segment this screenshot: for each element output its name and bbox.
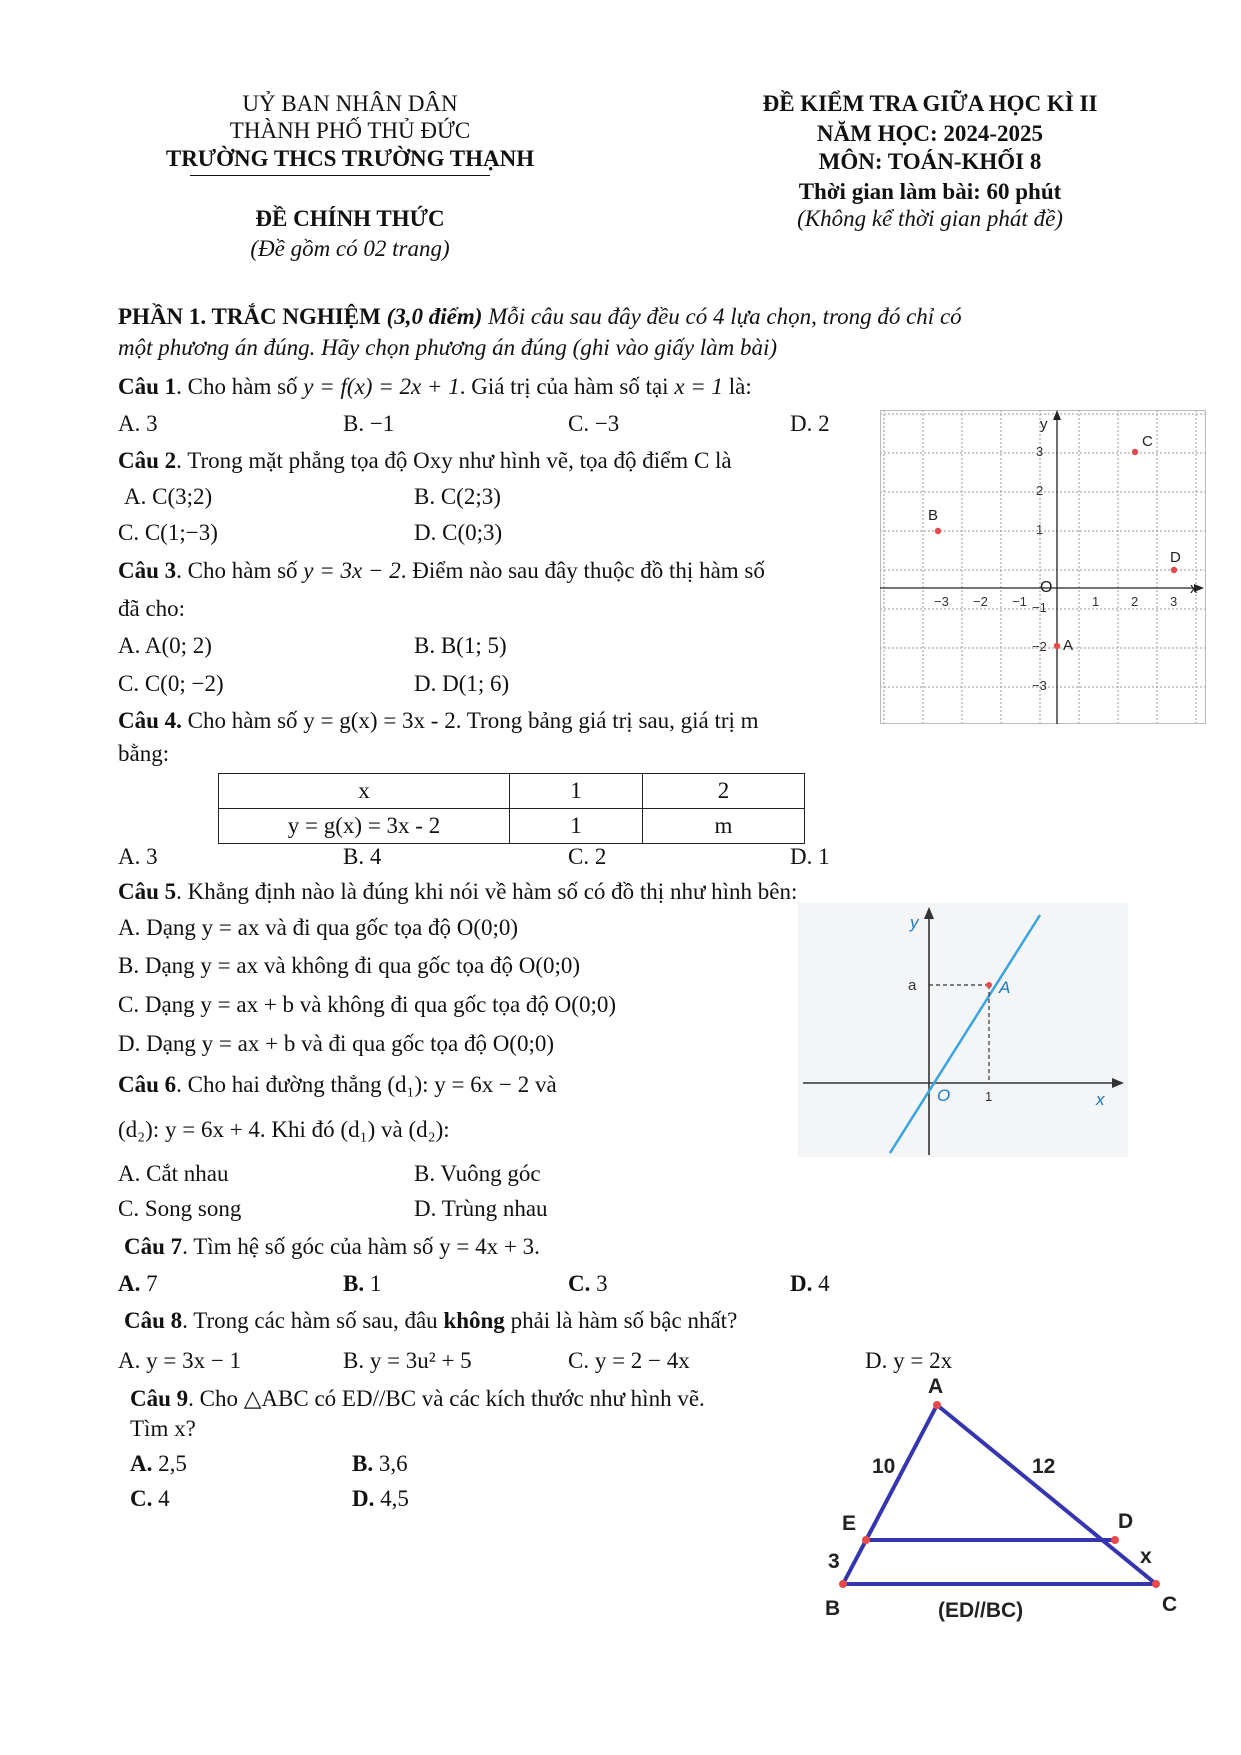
x-tick-label: 3 [1170, 594, 1178, 609]
q2-stem [118, 447, 732, 475]
q1-cond: x = 1 [674, 374, 724, 399]
q6-text-a: . Cho hai đường thẳng (d₁): y = 6x − 2 và [176, 1072, 557, 1097]
table-cell: x [219, 774, 510, 809]
vertex-c-label: C [1162, 1593, 1178, 1616]
q3-text-c: đã cho: [118, 596, 186, 621]
q4-text: Cho hàm số y = g(x) = 3x - 2. Trong bảng giá trị sau, giá trị m [181, 708, 759, 733]
q8-label: Câu 8 [124, 1308, 183, 1333]
x-tick-label: 2 [1131, 594, 1139, 609]
q2-option-a: A. C(3;2) [124, 484, 213, 509]
q8-option-d: D. y = 2x [865, 1348, 953, 1373]
option-value: 4,5 [374, 1486, 409, 1511]
table-cell: 1 [510, 809, 643, 844]
q4-option-a: A. 3 [118, 844, 158, 869]
q9-text-2: Tìm x? [130, 1416, 196, 1441]
vertex-c [1152, 1580, 1160, 1588]
x-tick-label: −3 [934, 594, 949, 609]
y-tick-label: −2 [1032, 639, 1047, 654]
point-d-label: D [1118, 1510, 1134, 1533]
option-key: A. [118, 1271, 141, 1296]
y-tick-label: 1 [1036, 522, 1044, 537]
q2-option-c: C. C(1;−3) [118, 520, 218, 545]
q1-option-d: D. 2 [790, 411, 830, 436]
y-axis-label: y [1040, 416, 1048, 433]
table-cell: y = g(x) = 3x - 2 [219, 809, 510, 844]
q1-text-b: . Giá trị của hàm số tại [459, 374, 675, 399]
point-c [1132, 449, 1138, 455]
q6-option-c: C. Song song [118, 1196, 242, 1221]
q9-option-c [130, 1485, 170, 1513]
q3-text-b: . Điểm nào sau đây thuộc đồ thị hàm số [400, 558, 765, 583]
q2-label: Câu 2 [118, 448, 177, 473]
x-tick-label: 1 [1092, 594, 1100, 609]
y-tick-label: −3 [1032, 678, 1047, 693]
header-authority: UỶ BAN NHÂN DÂN [242, 91, 458, 116]
y-axis-arrow [1053, 410, 1061, 420]
option-value: 1 [364, 1271, 382, 1296]
q3-option-d: D. D(1; 6) [414, 671, 510, 696]
q6-label: Câu 6 [118, 1072, 177, 1097]
part1-heading [118, 303, 962, 331]
q3-label: Câu 3 [118, 558, 177, 583]
q1-option-c: C. −3 [568, 411, 620, 436]
exam-title: ĐỀ KIỂM TRA GIỮA HỌC KÌ II [762, 91, 1098, 116]
q1-option-a: A. 3 [118, 411, 158, 436]
coordinate-grid-figure [880, 410, 1206, 724]
q4-label: Câu 4. [118, 708, 182, 733]
q8-option-b: B. y = 3u² + 5 [343, 1348, 472, 1373]
header-district: THÀNH PHỐ THỦ ĐỨC [229, 118, 471, 143]
q7-stem [124, 1233, 540, 1261]
q7-option-b [343, 1270, 381, 1298]
q9-option-a [130, 1450, 187, 1478]
table-row [219, 809, 805, 844]
q1-option-b: B. −1 [343, 411, 395, 436]
y-tick-label: −1 [1032, 600, 1047, 615]
q1-formula: y = f(x) = 2x + 1 [303, 374, 460, 399]
q4-text-2: bằng: [118, 741, 170, 766]
length-eb: 3 [828, 1550, 840, 1573]
q9-label: Câu 9 [130, 1386, 189, 1411]
header-underline [190, 175, 490, 176]
length-dc: x [1140, 1545, 1152, 1568]
q5-stem [118, 878, 797, 906]
q6-text-b: (d₂): y = 6x + 4. Khi đó (d₁) và (d₂): [118, 1117, 450, 1142]
q7-option-c [568, 1270, 608, 1298]
q6-option-a: A. Cắt nhau [118, 1161, 229, 1186]
y-tick-label: 2 [1036, 483, 1044, 498]
q7-option-a [118, 1270, 158, 1298]
option-value: 4 [152, 1486, 170, 1511]
exam-subject: MÔN: TOÁN-KHỐI 8 [818, 149, 1042, 174]
q9-option-d [352, 1485, 409, 1513]
table-cell: 2 [643, 774, 805, 809]
option-value: 4 [812, 1271, 830, 1296]
linear-graph-figure [798, 903, 1128, 1157]
point-d [1111, 1536, 1119, 1544]
y-tick-label: a [908, 977, 917, 994]
q9-text: . Cho △ABC có ED//BC và các kích thước như hình vẽ. [188, 1386, 705, 1411]
option-key: C. [568, 1271, 591, 1296]
x-tick-label: −1 [1012, 594, 1027, 609]
q7-label: Câu 7 [124, 1234, 183, 1259]
q3-option-a: A. A(0; 2) [118, 633, 212, 658]
q6-option-d: D. Trùng nhau [414, 1196, 548, 1221]
pages-note: (Đề gồm có 02 trang) [250, 236, 450, 261]
figure-background [798, 903, 1128, 1157]
q8-option-a: A. y = 3x − 1 [118, 1348, 242, 1373]
q9-stem [130, 1385, 705, 1413]
q4-stem [118, 707, 759, 735]
point-a-label: A [1063, 637, 1074, 654]
x-tick-label: −2 [973, 594, 988, 609]
part1-title: PHẦN 1. TRẮC NGHIỆM [118, 304, 381, 329]
q4-option-b: B. 4 [343, 844, 382, 869]
q5-text: . Khẳng định nào là đúng khi nói về hàm số có đồ thị như hình bên: [176, 879, 798, 904]
origin-label: O [937, 1086, 951, 1105]
option-key: B. [343, 1271, 365, 1296]
vertex-a [933, 1401, 941, 1409]
q2-option-b: B. C(2;3) [414, 484, 501, 509]
option-value: 3 [590, 1271, 608, 1296]
length-ad: 12 [1032, 1455, 1056, 1478]
q3-option-c: C. C(0; −2) [118, 671, 224, 696]
header-school: TRƯỜNG THCS TRƯỜNG THẠNH [165, 146, 535, 171]
point-e-label: E [842, 1512, 857, 1535]
length-ae: 10 [872, 1455, 896, 1478]
q5-option-a: A. Dạng y = ax và đi qua gốc tọa độ O(0;0) [118, 915, 519, 940]
vertex-b-label: B [825, 1597, 841, 1620]
x-axis-label: x [1096, 1090, 1105, 1109]
point-a [986, 982, 992, 988]
point-a [1054, 643, 1060, 649]
q9-option-b [352, 1450, 408, 1478]
point-a-label: A [999, 978, 1011, 997]
q5-option-b: B. Dạng y = ax và không đi qua gốc tọa độ O(0;0) [118, 953, 581, 978]
q3-text-a: . Cho hàm số [176, 558, 304, 583]
option-key: A. [130, 1451, 153, 1476]
point-b [935, 528, 941, 534]
option-value: 7 [140, 1271, 158, 1296]
origin-label: O [1040, 579, 1053, 596]
vertex-a-label: A [928, 1375, 944, 1398]
triangle-figure [810, 1375, 1200, 1625]
q8-stem [124, 1307, 737, 1335]
option-value: 3,6 [373, 1451, 408, 1476]
q1-text-c: là: [723, 374, 752, 399]
official-label: ĐỀ CHÍNH THỨC [255, 206, 445, 231]
exam-time: Thời gian làm bài: 60 phút [798, 179, 1062, 204]
option-key: B. [352, 1451, 374, 1476]
q5-option-c: C. Dạng y = ax + b và không đi qua gốc tọa độ O(0;0) [118, 992, 616, 1017]
q1-stem [118, 373, 752, 401]
table-row [219, 774, 805, 809]
q1-label: Câu 1 [118, 374, 177, 399]
q6-stem [118, 1071, 557, 1099]
q3-option-b: B. B(1; 5) [414, 633, 507, 658]
point-c-label: C [1142, 433, 1153, 450]
x-axis-label: x [1190, 580, 1198, 597]
option-value: 2,5 [152, 1451, 187, 1476]
triangle-abc [843, 1405, 1156, 1584]
point-e [862, 1536, 870, 1544]
y-axis-label: y [910, 913, 919, 932]
exam-time-note: (Không kể thời gian phát đề) [797, 206, 1063, 231]
q8-option-c: C. y = 2 − 4x [568, 1348, 690, 1373]
vertex-b [839, 1580, 847, 1588]
q4-option-d: D. 1 [790, 844, 830, 869]
q3-formula: y = 3x − 2 [303, 558, 401, 583]
q7-option-d [790, 1270, 830, 1298]
q4-value-table [218, 773, 805, 844]
table-cell: m [643, 809, 805, 844]
q8-bold: không [443, 1308, 505, 1333]
q3-stem [118, 557, 765, 585]
part1-instruction: Mỗi câu sau đây đều có 4 lựa chọn, trong đó chỉ có [482, 304, 962, 329]
q6-option-b: B. Vuông góc [414, 1161, 541, 1186]
q8-text-b: phải là hàm số bậc nhất? [504, 1308, 738, 1333]
y-tick-label: 3 [1036, 444, 1044, 459]
exam-year: NĂM HỌC: 2024-2025 [816, 121, 1044, 146]
parallel-note: (ED//BC) [938, 1599, 1024, 1622]
q8-text-a: . Trong các hàm số sau, đâu [182, 1308, 444, 1333]
option-key: D. [790, 1271, 813, 1296]
table-cell: 1 [510, 774, 643, 809]
part1-points: (3,0 điểm) [386, 304, 483, 329]
x-tick-label: 1 [985, 1089, 993, 1104]
part1-instruction-2: một phương án đúng. Hãy chọn phương án đúng (ghi vào giấy làm bài) [118, 335, 778, 360]
point-d-label: D [1170, 549, 1181, 566]
option-key: C. [130, 1486, 153, 1511]
option-key: D. [352, 1486, 375, 1511]
q7-text: . Tìm hệ số góc của hàm số y = 4x + 3. [182, 1234, 540, 1259]
q5-label: Câu 5 [118, 879, 177, 904]
q5-option-d: D. Dạng y = ax + b và đi qua gốc tọa độ O(0;0) [118, 1031, 555, 1056]
point-d [1171, 567, 1177, 573]
q1-text-a: . Cho hàm số [176, 374, 304, 399]
q2-text: . Trong mặt phẳng tọa độ Oxy như hình vẽ, tọa độ điểm C là [176, 448, 732, 473]
point-b-label: B [928, 507, 939, 524]
q2-option-d: D. C(0;3) [414, 520, 503, 545]
q4-option-c: C. 2 [568, 844, 607, 869]
